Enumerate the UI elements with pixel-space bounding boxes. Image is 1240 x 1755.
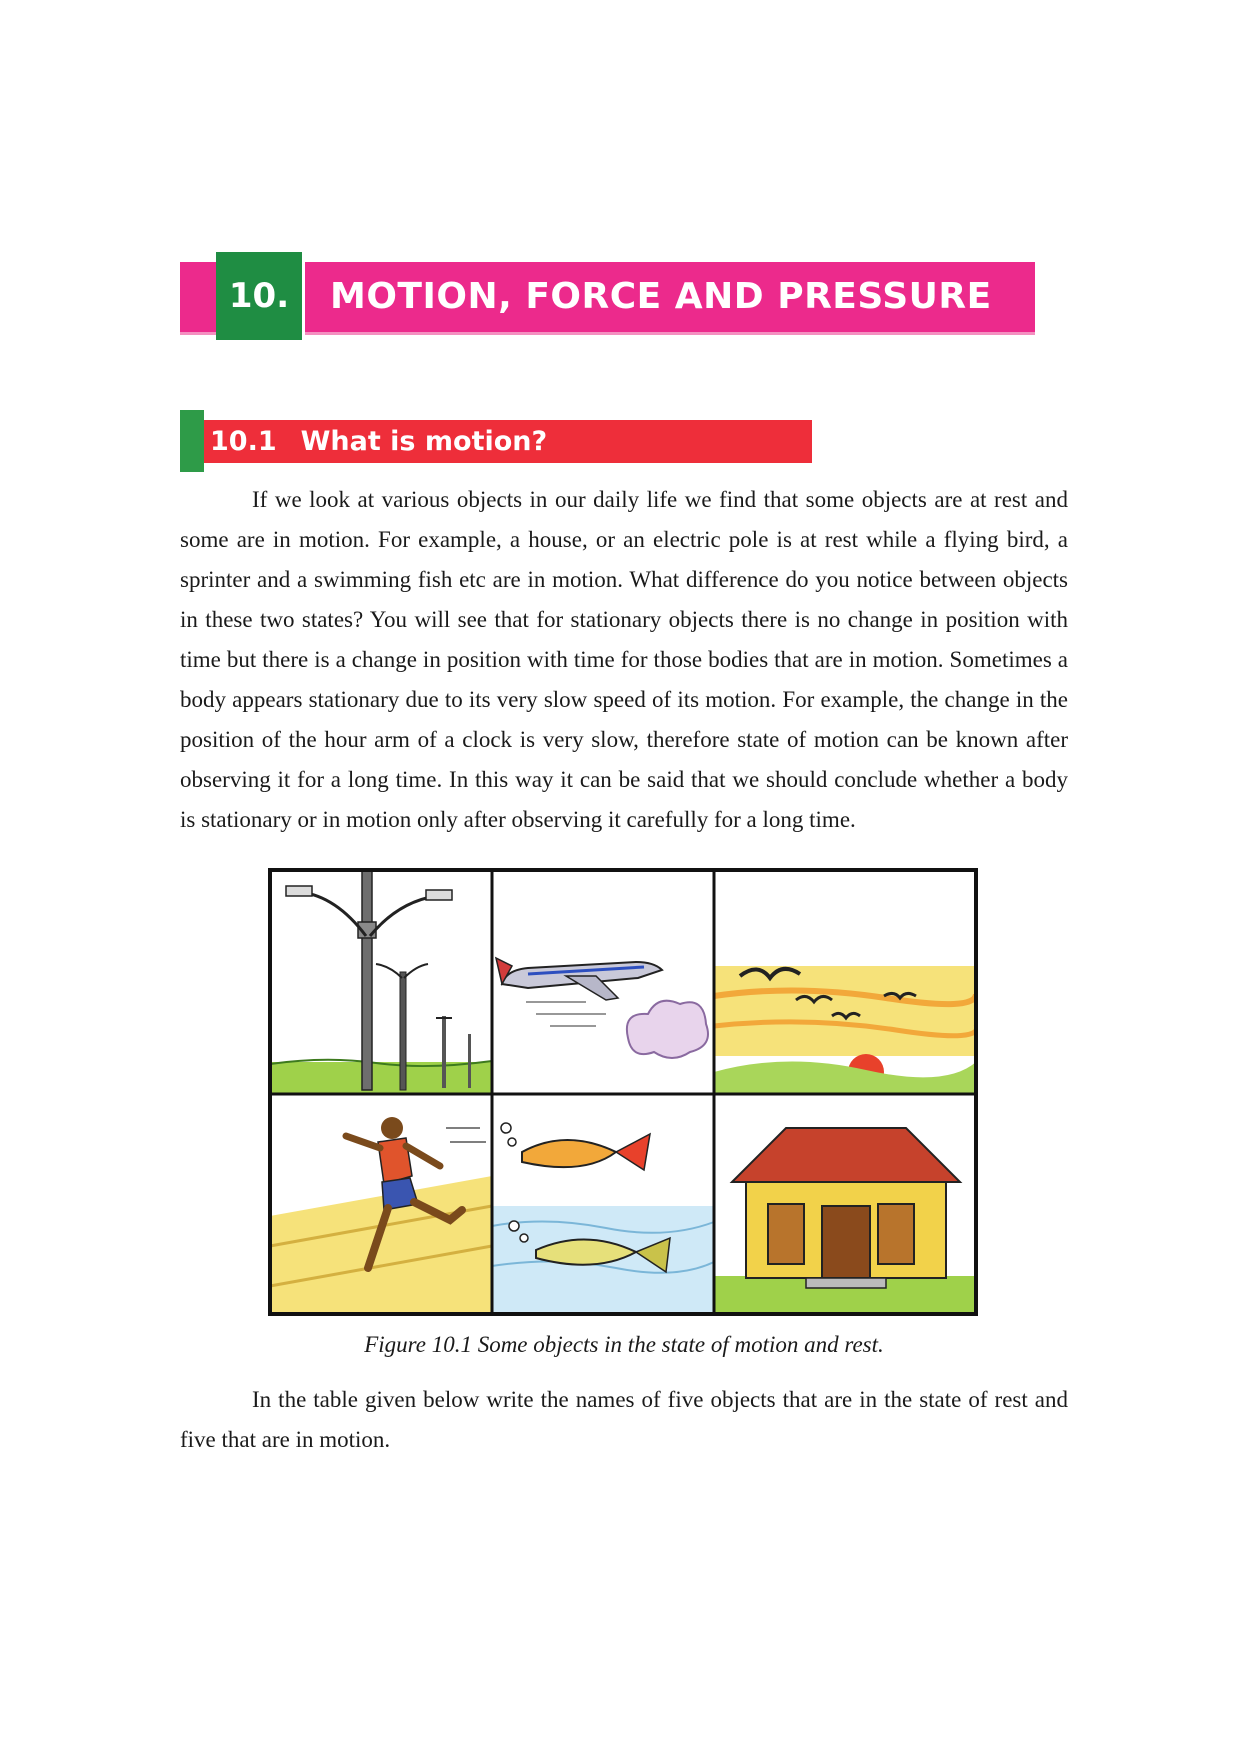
panel-house (714, 1094, 976, 1314)
panel-sprinter (270, 1094, 492, 1314)
section-marker (180, 410, 204, 472)
panel-airplane (492, 870, 714, 1094)
paragraph-table-instruction (180, 1380, 1068, 1460)
paragraph-intro (180, 480, 1068, 840)
figure-motion-and-rest (266, 866, 978, 1318)
figure-caption: Figure 10.1 Some objects in the state of motion and rest. (364, 1332, 884, 1357)
section-title: What is motion? (300, 426, 548, 457)
panel-electric-poles (270, 870, 492, 1094)
section-heading (210, 420, 547, 463)
chapter-number: 10. (216, 252, 305, 340)
section-number: 10.1 (210, 426, 277, 457)
chapter-title: MOTION, FORCE AND PRESSURE (330, 276, 992, 317)
panel-birds-sunset (714, 870, 977, 1094)
paragraph-table-instruction-text: In the table given below write the names of five objects that are in the state of rest and five that are in motion. (180, 1387, 1068, 1452)
paragraph-intro-text: If we look at various objects in our daily life we find that some objects are at rest and some are in motion. For example, a house, or an electric pole is at rest while a flying bird, a sprinter and a swimming fish etc are in motion. What difference do you notice between objects in these two states? You will see that for stationary objects there is no change in position with time but there is a change in position with time for those bodies that are in motion. Sometimes a body appears stationary due to its very slow speed of its motion. For example, the change in the position of the hour arm of a clock is very slow, therefore state of motion can be known after observing it for a long time. In this way it can be said that we should conclude whether a body is stationary or in motion only after observing it carefully for a long time. (180, 487, 1068, 832)
panel-swimming-fish (492, 1094, 714, 1314)
